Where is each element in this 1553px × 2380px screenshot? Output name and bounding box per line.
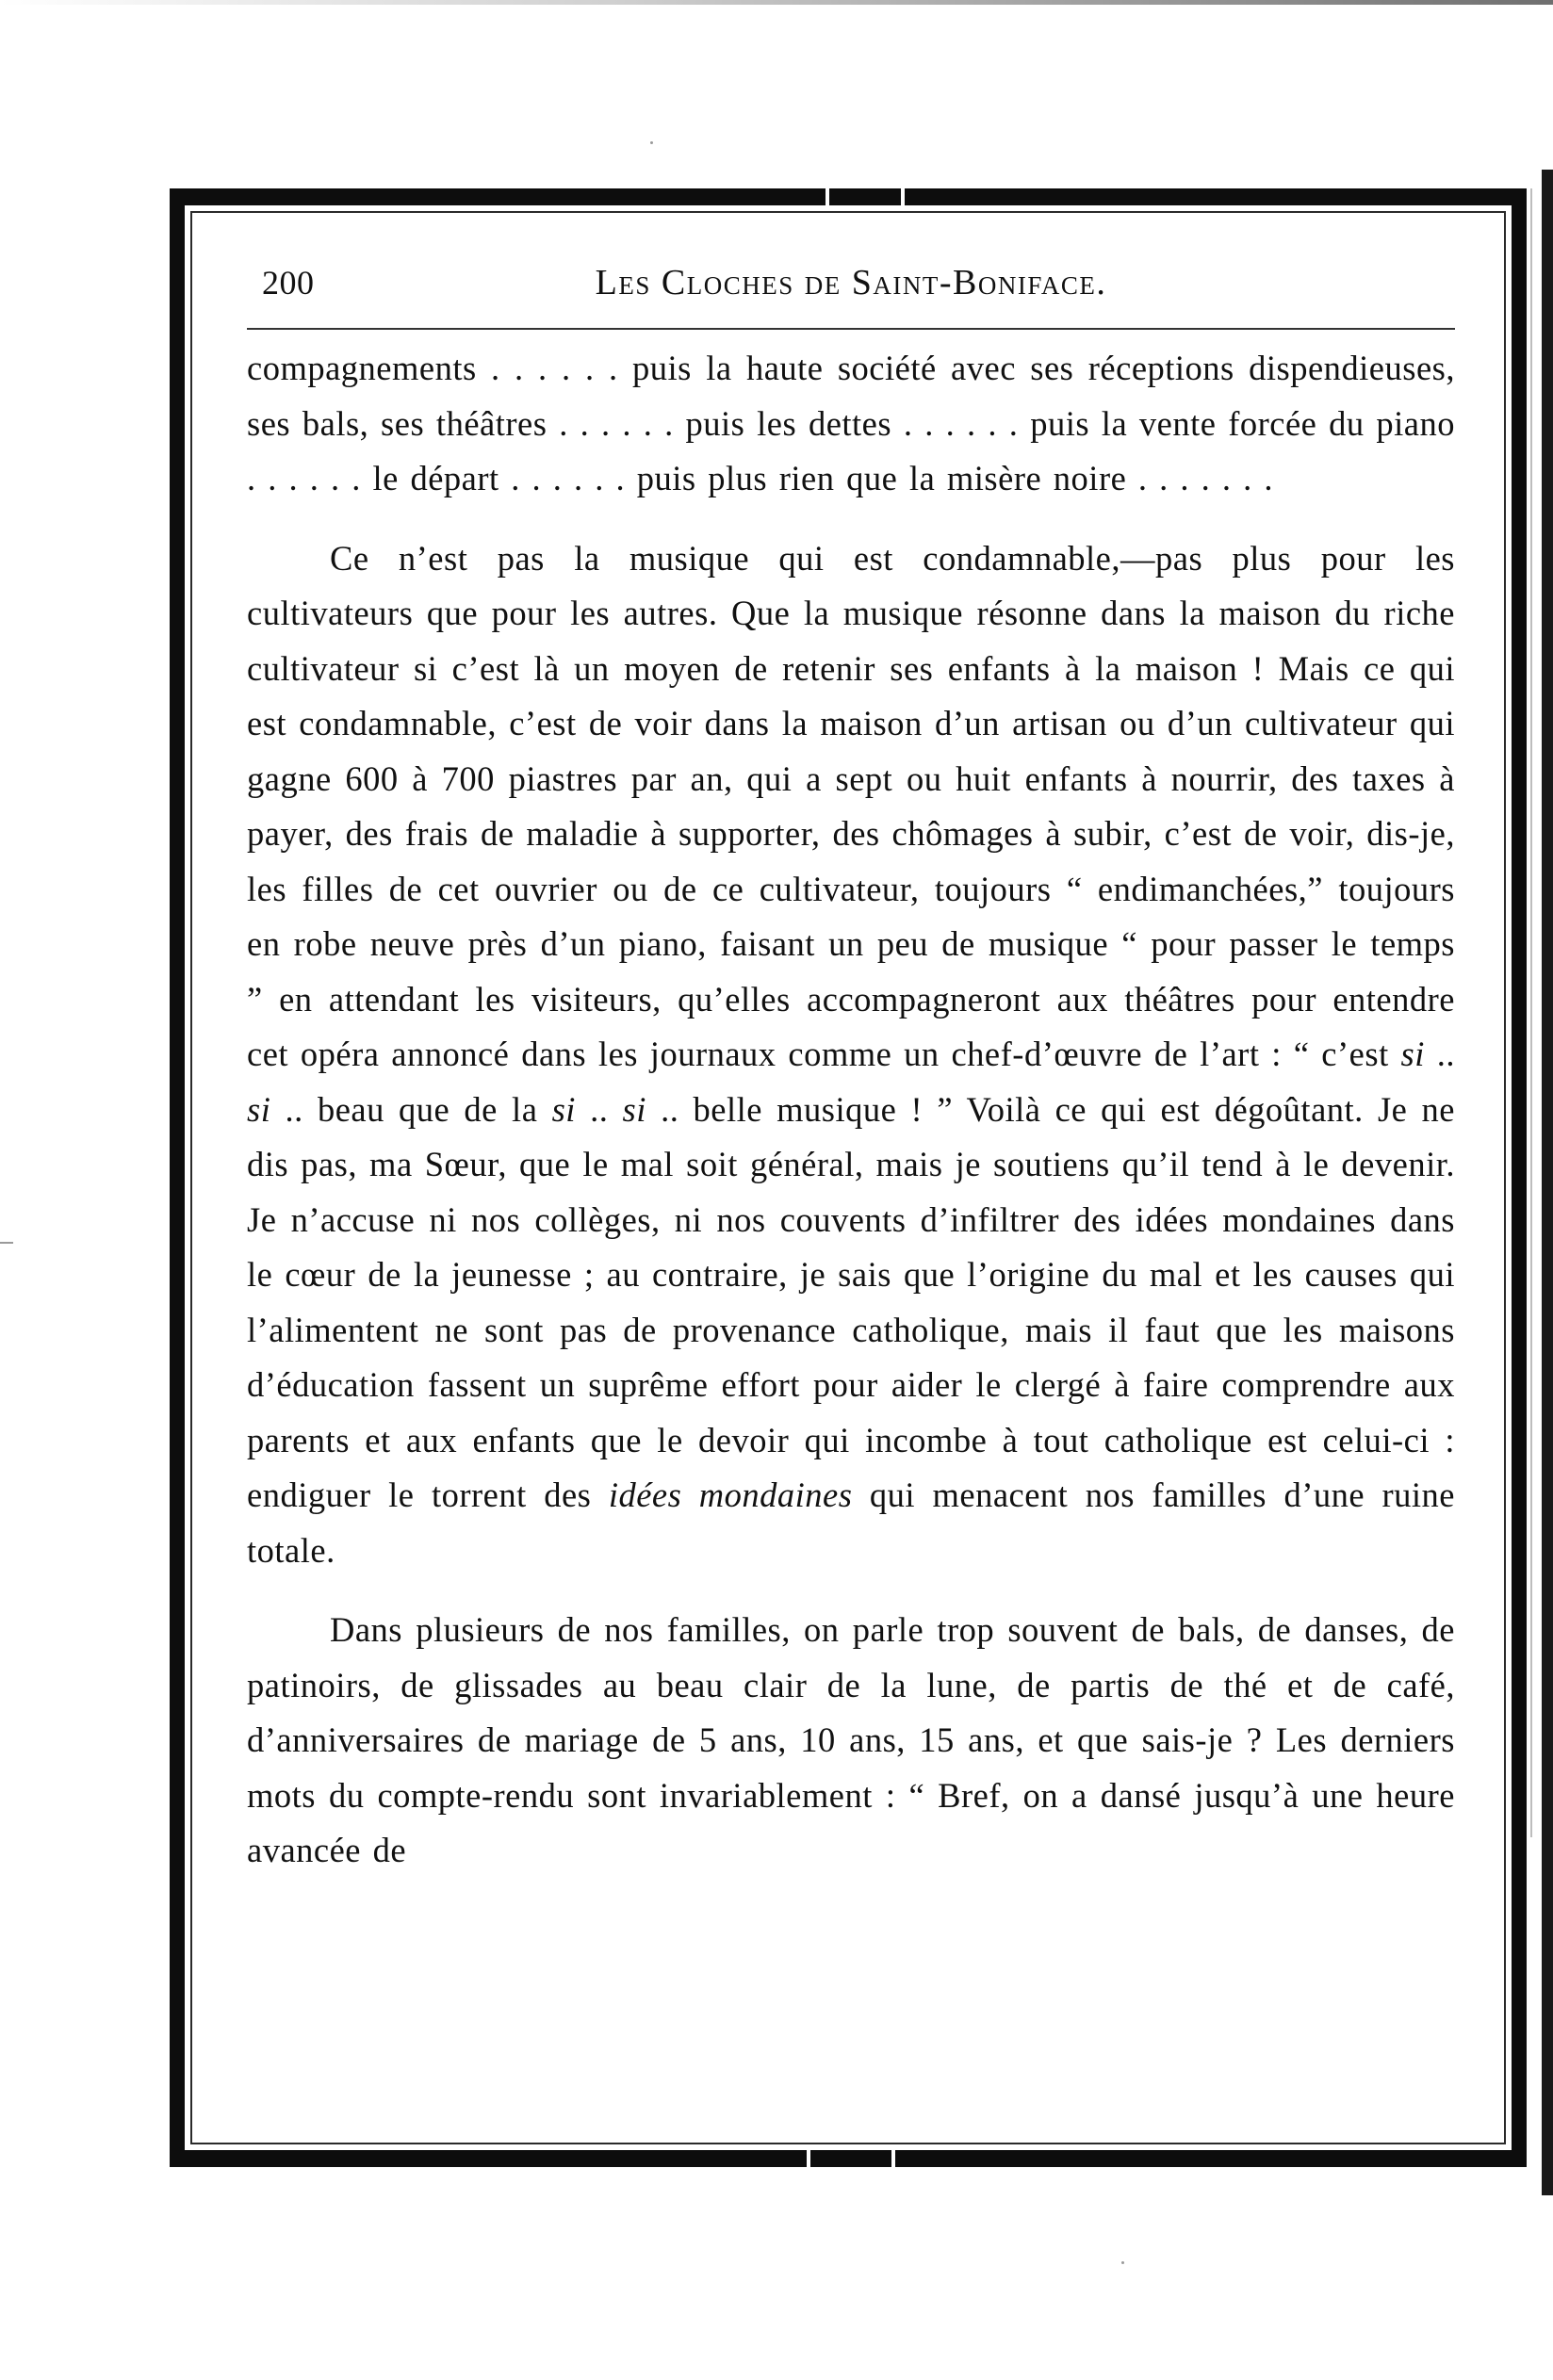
scan-right-edge xyxy=(1542,170,1553,2195)
scan-speck xyxy=(1121,2261,1124,2264)
paragraph-text: beau que de la xyxy=(317,1089,552,1129)
book-page xyxy=(247,253,1455,2118)
italic-si: si xyxy=(551,1089,576,1129)
ellipsis: .. xyxy=(646,1089,694,1129)
paragraph-continued: compagnements . . . . . . puis la haute société avec ses réceptions dispendieuses, ses bals, ses théâtres . . . . . . puis les dettes . . . . . . puis la vente forcée du piano . . . . . . le départ . . . . . . puis plus rien que la misère noire . . . . . . . xyxy=(247,349,1455,497)
paragraph-music xyxy=(247,531,1455,1579)
ellipsis: .. xyxy=(1424,1035,1455,1073)
ellipsis: .. xyxy=(270,1089,318,1129)
paragraph-families: Dans plusieurs de nos familles, on parle trop souvent de bals, de danses, de patinoirs, de glissades au beau clair de la lune, de partis de thé et de café, d’anniversaires de mariage de 5 ans, 10 ans, 15 ans, et que sais-je ? Les derniers mots du compte-rendu sont invariablement : “ Bref, on a dansé jusqu’à une heure avancée de xyxy=(247,1610,1455,1869)
paragraph-text: Ce n’est pas la musique qui est condamnable,—pas plus pour les cultivateurs que pour les autres. Que la musique résonne dans la maison du riche cultivateur si c’est là un moyen de retenir ses enfants à la maison ! Mais ce qui est condamnable, c’est de voir dans la maison d’un artisan ou d’un cultivateur qui gagne 600 à 700 piastres par an, qui a sept ou huit enfants à nourrir, des taxes à payer, des frais de maladie à supporter, des chômages à subir, c’est de voir, dis-je, les filles de cet ouvrier ou de ce cultivateur, toujours “ endimanchées,” toujours en robe neuve près d’un piano, faisant un peu de musique “ pour passer le temps ” en attendant les visiteurs, qu’elles accompagneront aux théâtres pour entendre cet opéra annoncé dans les journaux comme un chef-d’œuvre de l’art : “ c’est xyxy=(247,538,1455,1073)
scan-speck xyxy=(650,141,653,144)
frame-notch xyxy=(901,188,905,205)
running-title: Les Cloches de Saint-Boniface. xyxy=(595,263,1107,302)
running-header xyxy=(247,253,1455,330)
scan-top-edge xyxy=(0,0,1553,5)
paragraph-text: qui menacent nos familles d’une ruine totale. xyxy=(247,1475,1456,1570)
frame-notch xyxy=(807,2150,810,2167)
scan-left-mark xyxy=(0,1242,13,1244)
paragraph-text: belle musique ! ” Voilà ce qui est dégoûtant. Je ne dis pas, ma Sœur, que le mal soit général, mais je soutiens qu’il tend à le devenir. Je n’accuse ni nos collèges, ni nos couvents d’infiltrer des idées mondaines dans le cœur de la jeunesse ; au contraire, je sais que l’origine du mal et les causes qui l’alimentent ne sont pas de provenance catholique, mais il faut que les maisons d’éducation fassent un suprême effort pour aider le clergé à faire comprendre aux parents et aux enfants que le devoir qui incombe à tout catholique est celui-ci : endiguer le torrent des xyxy=(247,1089,1455,1514)
frame-notch xyxy=(826,188,829,205)
italic-si: si xyxy=(1400,1035,1425,1073)
ellipsis: .. xyxy=(575,1089,623,1129)
italic-si: si xyxy=(622,1089,646,1129)
italic-idees-mondaines: idées mondaines xyxy=(608,1475,853,1514)
body-text xyxy=(247,341,1455,1879)
italic-si: si xyxy=(247,1089,271,1129)
page-number: 200 xyxy=(262,264,315,302)
frame-notch xyxy=(891,2150,895,2167)
scan-right-line xyxy=(1530,188,1532,1837)
